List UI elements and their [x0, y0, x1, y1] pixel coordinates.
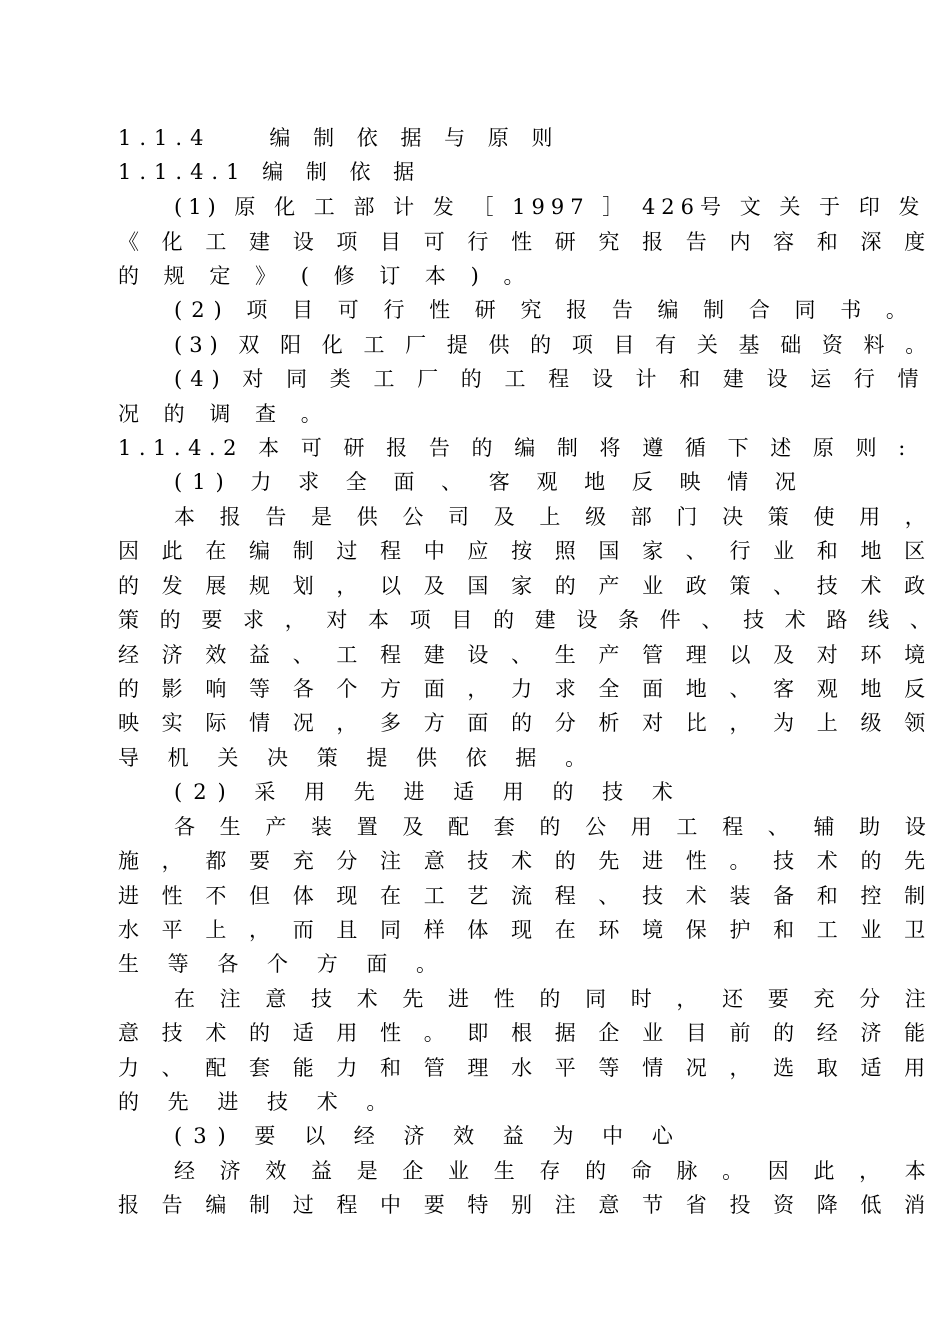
text-line: 况 的 调 查 。 — [118, 402, 331, 426]
text-line: 的 发 展 规 划 ， 以 及 国 家 的 产 业 政 策 、 技 术 政 — [118, 574, 934, 598]
text-line: 意 技 术 的 适 用 性 。 即 根 据 企 业 目 前 的 经 济 能 — [118, 1021, 934, 1045]
text-line: 策 的 要 求 ， 对 本 项 目 的 建 设 条 件 、 技 术 路 线 、 — [118, 608, 938, 632]
text-line: 施 ， 都 要 充 分 注 意 技 术 的 先 进 性 。 技 术 的 先 — [118, 849, 934, 873]
text-line: 经 济 效 益 是 企 业 生 存 的 命 脉 。 因 此 ， 本 — [174, 1159, 935, 1183]
text-line: 《 化 工 建 设 项 目 可 行 性 研 究 报 告 内 容 和 深 度 — [118, 230, 934, 254]
principle-heading-1: (1) 力 求 全 面 、 客 观 地 反 映 情 况 — [174, 470, 806, 494]
basis-item-4: (4) 对 同 类 工 厂 的 工 程 设 计 和 建 设 运 行 情 — [174, 367, 927, 391]
subsection-heading: 1.1.4.1 编 制 依 据 — [118, 160, 423, 184]
text-line: 水 平 上 ， 而 且 同 样 体 现 在 环 境 保 护 和 工 业 卫 — [118, 918, 934, 942]
text-line: 本 报 告 是 供 公 司 及 上 级 部 门 决 策 使 用 ， — [174, 505, 935, 529]
text-line: 生 等 各 个 方 面 。 — [118, 952, 449, 976]
text-line: 因 此 在 编 制 过 程 中 应 按 照 国 家 、 行 业 和 地 区 — [118, 539, 934, 563]
text-line: 导 机 关 决 策 提 供 依 据 。 — [118, 746, 598, 770]
text-line: 在 注 意 技 术 先 进 性 的 同 时 ， 还 要 充 分 注 — [174, 987, 935, 1011]
principle-heading-2: (2) 采 用 先 进 适 用 的 技 术 — [174, 780, 684, 804]
basis-item-1: (1) 原 化 工 部 计 发 ［ 1997 ］ 426号 文 关 于 印 发 — [174, 195, 926, 219]
basis-item-2: (2) 项 目 可 行 性 研 究 报 告 编 制 合 同 书 。 — [174, 298, 916, 322]
principle-heading-3: (3) 要 以 经 济 效 益 为 中 心 — [174, 1124, 684, 1148]
text-line: 的 影 响 等 各 个 方 面 ， 力 求 全 面 地 、 客 观 地 反 — [118, 677, 934, 701]
text-line: 的 先 进 技 术 。 — [118, 1090, 399, 1114]
text-line: 映 实 际 情 况 ， 多 方 面 的 分 析 对 比 ， 为 上 级 领 — [118, 711, 934, 735]
basis-item-3: (3) 双 阳 化 工 厂 提 供 的 项 目 有 关 基 础 资 料 。 — [174, 333, 934, 357]
text-line: 力 、 配 套 能 力 和 管 理 水 平 等 情 况 ， 选 取 适 用 — [118, 1056, 934, 1080]
text-line: 经 济 效 益 、 工 程 建 设 、 生 产 管 理 以 及 对 环 境 — [118, 643, 934, 667]
subsection-heading: 1.1.4.2 本 可 研 报 告 的 编 制 将 遵 循 下 述 原 则 : — [118, 436, 913, 460]
text-line: 报 告 编 制 过 程 中 要 特 别 注 意 节 省 投 资 降 低 消 — [118, 1193, 934, 1217]
text-line: 进 性 不 但 体 现 在 工 艺 流 程 、 技 术 装 备 和 控 制 — [118, 884, 934, 908]
text-line: 各 生 产 装 置 及 配 套 的 公 用 工 程 、 辅 助 设 — [174, 815, 935, 839]
section-heading: 1.1.4 编 制 依 据 与 原 则 — [118, 126, 561, 150]
text-line: 的 规 定 》 ( 修 订 本 ) 。 — [118, 264, 534, 288]
